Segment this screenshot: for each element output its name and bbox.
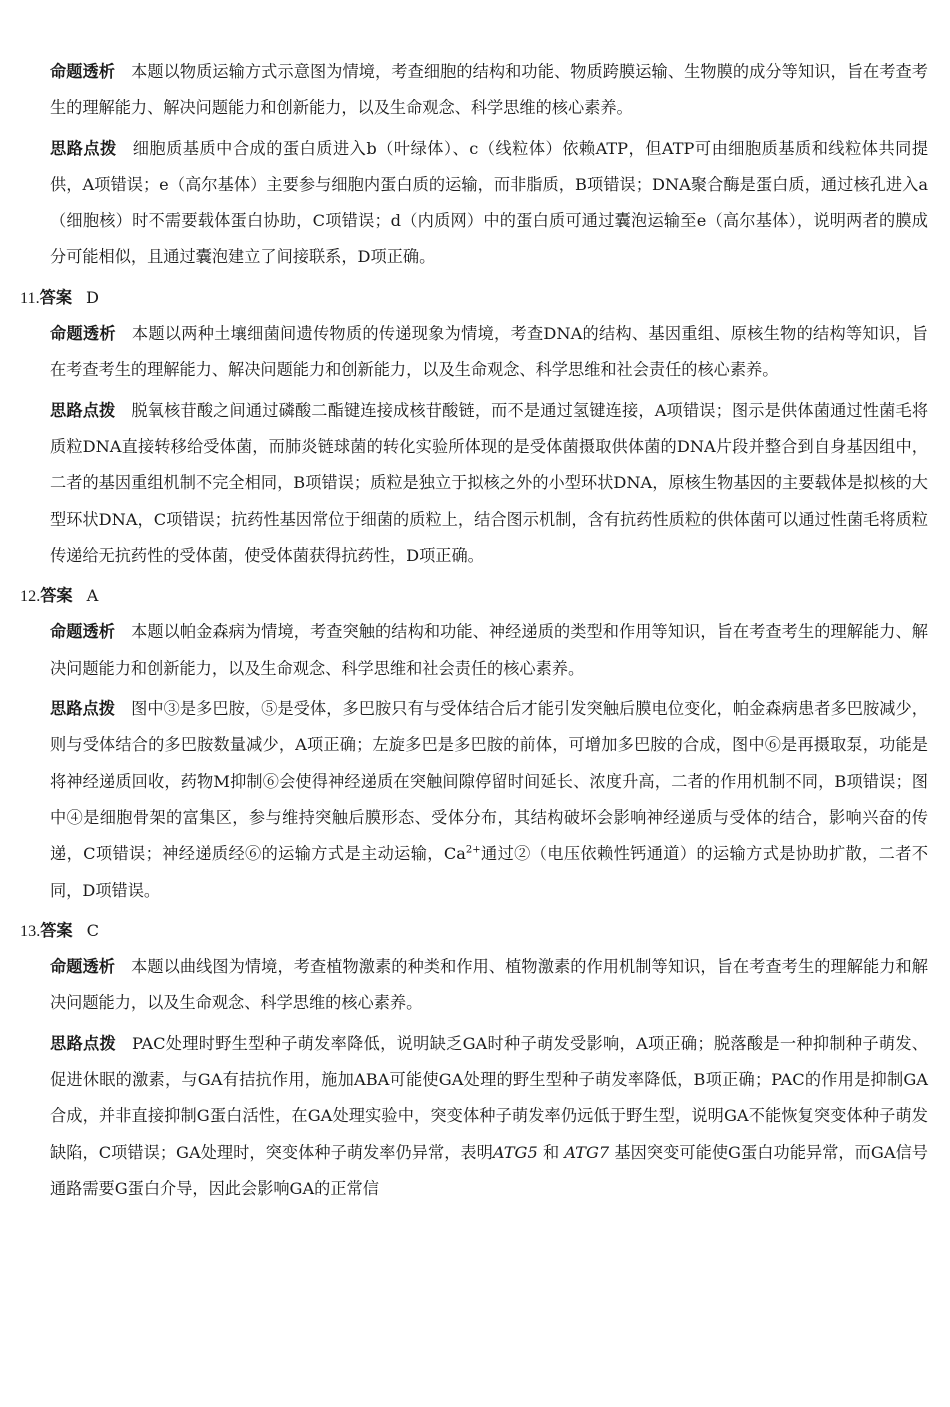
q13-hint-text-b: 基因突变可能使G蛋白功能异常，而GA信号通路需要G蛋白介导，因此会影响GA的正常信 — [50, 1142, 928, 1198]
hint-label: 思路点拨 — [50, 400, 116, 420]
q12-answer-line — [20, 578, 928, 614]
q13-hint — [20, 1026, 928, 1207]
calcium-charge: 2+ — [465, 844, 481, 856]
q12-number: 12. — [20, 587, 41, 606]
q13-analysis — [20, 949, 928, 1022]
gene-atg5: ATG5 — [492, 1142, 538, 1162]
q11-answer-line — [20, 280, 928, 316]
q10-analysis-text: 本题以物质运输方式示意图为情境，考查细胞的结构和功能、物质跨膜运输、生物膜的成分等知识，旨在考查考生的理解能力、解决问题能力和创新能力，以及生命观念、科学思维的核心素养。 — [50, 62, 928, 118]
q13-hint-text-a: PAC处理时野生型种子萌发率降低，说明缺乏GA时种子萌发受影响，A项正确；脱落酸是一种抑制种子萌发、促进休眠的激素，与GA有拮抗作用，施加ABA可能使GA处理的野生型种子萌发率降低，B项正确；PAC的作用是抑制GA合成，并非直接抑制G蛋白活性，在GA处理实验中，突变体种子萌发率仍远低于野生型，说明GA不能恢复突变体种子萌发缺陷，C项错误；GA处理时，突变体种子萌发率仍异常，表明 — [50, 1033, 928, 1162]
q12-hint-text-b: 通过②（电压依赖性钙通道）的运输方式是协助扩散，二者不同，D项错误。 — [50, 844, 928, 900]
answer-label: 答案 — [40, 920, 73, 940]
q12-analysis-text: 本题以帕金森病为情境，考查突触的结构和功能、神经递质的类型和作用等知识，旨在考查考生的理解能力、解决问题能力和创新能力，以及生命观念、科学思维和社会责任的核心素养。 — [50, 622, 928, 678]
q13-answer: C — [86, 920, 99, 940]
q13-analysis-text: 本题以曲线图为情境，考查植物激素的种类和作用、植物激素的作用机制等知识，旨在考查考生的理解能力和解决问题能力，以及生命观念、科学思维的核心素养。 — [50, 957, 928, 1013]
q11-number: 11. — [20, 288, 40, 307]
hint-label: 思路点拨 — [50, 1033, 116, 1053]
analysis-label: 命题透析 — [50, 957, 116, 977]
q11-analysis — [20, 316, 928, 389]
q13-answer-line — [20, 913, 928, 949]
gene-atg7: ATG7 — [564, 1142, 610, 1162]
q13-number: 13. — [20, 921, 41, 940]
q12-answer: A — [86, 586, 99, 606]
analysis-label: 命题透析 — [50, 622, 116, 642]
q12-analysis — [20, 614, 928, 687]
q11-hint — [20, 393, 928, 574]
q11-hint-text: 脱氧核苷酸之间通过磷酸二酯键连接成核苷酸链，而不是通过氢键连接，A项错误；图示是供体菌通过性菌毛将质粒DNA直接转移给受体菌，而肺炎链球菌的转化实验所体现的是受体菌摄取供体菌的DNA片段并整合到自身基因组中，二者的基因重组机制不完全相同，B项错误；质粒是独立于拟核之外的小型环状DNA，原核生物基因的主要载体是拟核的大型环状DNA，C项错误；抗药性基因常位于细菌的质粒上，结合图示机制，含有抗药性质粒的供体菌可以通过性菌毛将质粒传递给无抗药性的受体菌，使受体菌获得抗药性，D项正确。 — [50, 400, 929, 565]
answer-label: 答案 — [39, 287, 73, 307]
q11-answer: D — [86, 287, 99, 307]
q13-and: 和 — [537, 1142, 565, 1162]
hint-label: 思路点拨 — [50, 699, 116, 719]
q11-analysis-text: 本题以两种土壤细菌间遗传物质的传递现象为情境，考查DNA的结构、基因重组、原核生物的结构等知识，旨在考查考生的理解能力、解决问题能力和创新能力，以及生命观念、科学思维和社会责任的核心素养。 — [50, 324, 928, 380]
q12-hint — [20, 691, 928, 909]
hint-label: 思路点拨 — [50, 138, 117, 158]
q10-analysis — [20, 54, 928, 127]
q12-hint-text-a: 图中③是多巴胺，⑤是受体，多巴胺只有与受体结合后才能引发突触后膜电位变化，帕金森病患者多巴胺减少，则与受体结合的多巴胺数量减少，A项正确；左旋多巴是多巴胺的前体，可增加多巴胺的合成，图中⑥是再摄取泵，功能是将神经递质回收，药物M抑制⑥会使得神经递质在突触间隙停留时间延长、浓度升高，二者的作用机制不同，B项错误；图中④是细胞骨架的富集区，参与维持突触后膜形态、受体分布，其结构破坏会影响神经递质与受体的结合，影响兴奋的传递，C项错误；神经递质经⑥的运输方式是主动运输，Ca — [50, 699, 928, 864]
q10-hint — [20, 131, 928, 276]
analysis-label: 命题透析 — [50, 324, 116, 344]
q10-hint-text: 细胞质基质中合成的蛋白质进入b（叶绿体）、c（线粒体）依赖ATP，但ATP可由细胞质基质和线粒体共同提供，A项错误；e（高尔基体）主要参与细胞内蛋白质的运输，而非脂质，B项错误；DNA聚合酶是蛋白质，通过核孔进入a（细胞核）时不需要载体蛋白协助，C项错误；d（内质网）中的蛋白质可通过囊泡运输至e（高尔基体），说明两者的膜成分可能相似，且通过囊泡建立了间接联系，D项正确。 — [50, 138, 929, 267]
answer-label: 答案 — [40, 586, 73, 606]
analysis-label: 命题透析 — [50, 62, 116, 81]
